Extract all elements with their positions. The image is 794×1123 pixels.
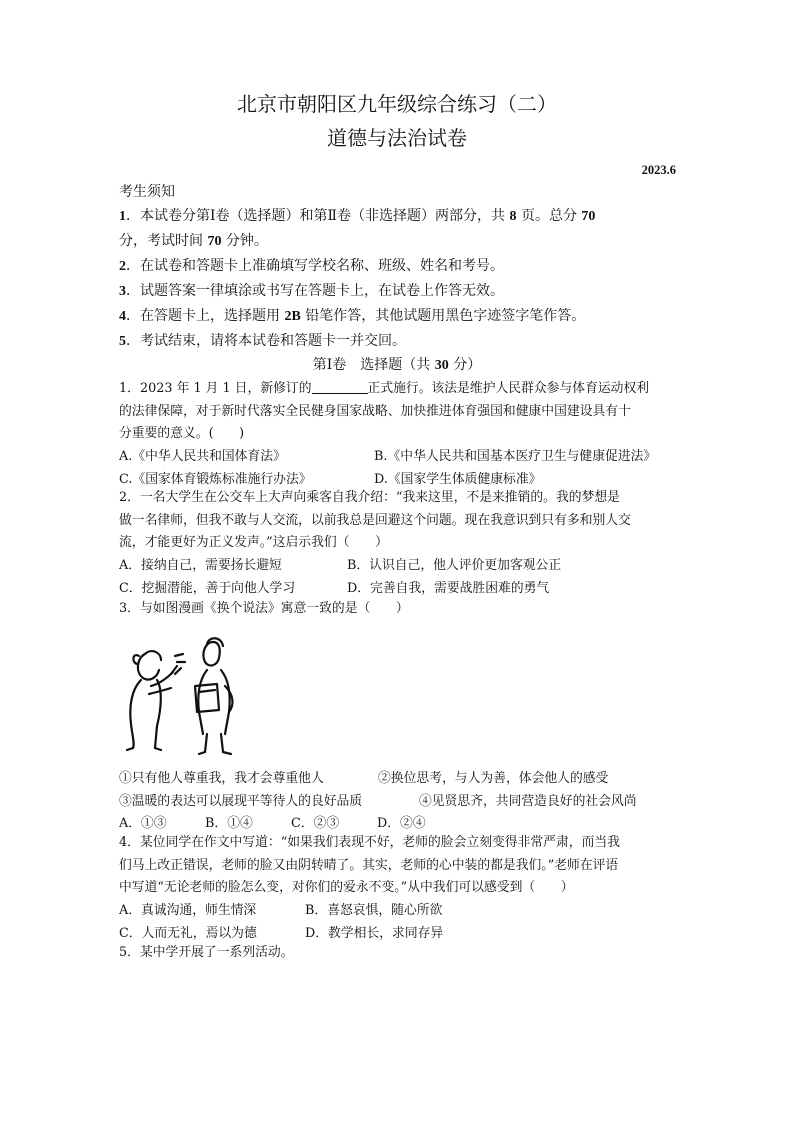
q3-option-a[interactable]: A．①③ — [119, 816, 167, 832]
q4-option-c[interactable]: C．人而无礼，焉以为德 — [119, 925, 257, 941]
notice-item-3: 3．试题答案一律填涂或书写在答题卡上，在试卷上作答无效。 — [119, 283, 504, 299]
notice-item-5: 5．考试结束，请将本试卷和答题卡一并交回。 — [119, 333, 406, 349]
q4-line-2: 们马上改正错误，老师的脸又由阴转晴了。其实，老师的心中装的都是我们。”老师在评语 — [119, 857, 619, 873]
q4-option-a[interactable]: A．真诚沟通，师生情深 — [119, 903, 257, 919]
exam-subtitle: 道德与法治试卷 — [327, 126, 467, 150]
q4-option-d[interactable]: D．教学相长，求同存异 — [305, 925, 444, 941]
question-2 — [119, 487, 685, 600]
exam-date: 2023.6 — [641, 163, 676, 177]
q4-options-row-1 — [119, 900, 685, 923]
q3-statement-3: ③温暖的表达可以展现平等待人的良好品质 — [119, 793, 363, 809]
q1-option-c[interactable]: C.《国家体育锻炼标准施行办法》 — [119, 471, 312, 487]
exam-notice — [119, 180, 679, 354]
q3-line-1: 3．与如图漫画《换个说法》寓意一致的是（ ） — [119, 601, 409, 616]
q1-option-a[interactable]: A.《中华人民共和国体育法》 — [119, 449, 286, 465]
q3-statements-row-1 — [119, 768, 685, 791]
notice-item-2: 2．在试卷和答题卡上准确填写学校名称、班级、姓名和考号。 — [119, 258, 504, 274]
notice-item-4: 4．在答题卡上，选择题用 2B 铅笔作答，其他试题用黑色字迹签字笔作答。 — [119, 308, 586, 324]
q4-line-1: 4．某位同学在作文中写道：“如果我们表现不好，老师的脸会立刻变得非常严肃，而当我 — [119, 835, 620, 850]
question-3-statements — [119, 768, 685, 836]
notice-item-1-cont: 分，考试时间 70 分钟。 — [119, 233, 268, 249]
q1-line-2: 的法律保障，对于新时代落实全民健身国家战略、加快推进体育强国和健康中国建设具有十 — [119, 403, 631, 419]
q3-option-b[interactable]: B．①④ — [205, 816, 253, 832]
question-5 — [119, 942, 685, 965]
q2-option-d[interactable]: D．完善自我，需要战胜困难的勇气 — [347, 580, 550, 596]
q2-line-2: 做一名律师，但我不敢与人交流，以前我总是回避这个问题。现在我意识到只有多和别人交 — [119, 512, 631, 528]
notice-item-1: 1．本试卷分第Ⅰ卷（选择题）和第Ⅱ卷（非选择题）两部分，共 8 页。总分 70 — [119, 208, 596, 224]
question-3 — [119, 598, 685, 621]
exam-title: 北京市朝阳区九年级综合练习（二） — [237, 92, 557, 116]
answer-blank — [312, 379, 368, 394]
q2-option-a[interactable]: A．接纳自己，需要扬长避短 — [119, 558, 282, 574]
q3-statement-1: ①只有他人尊重我，我才会尊重他人 — [119, 771, 324, 786]
q2-option-b[interactable]: B．认识自己，他人评价更加客观公正 — [347, 558, 562, 574]
section-heading: 第Ⅰ卷 选择题（共 30 分） — [312, 357, 482, 373]
q4-line-3: 中写道“无论老师的脸怎么变，对你们的爱永不变。”从中我们可以感受到（ ） — [119, 880, 574, 896]
q1-options-row-1 — [119, 446, 685, 469]
q3-statement-2: ②换位思考，与人为善，体会他人的感受 — [378, 771, 609, 786]
q3-option-d[interactable]: D．②④ — [377, 816, 426, 832]
q3-statements-row-2 — [119, 791, 685, 814]
q2-options-row-1 — [119, 555, 685, 578]
q2-line-1: 2．一名大学生在公交车上大声向乘客自我介绍：“我来这里，不是来推销的。我的梦想是 — [119, 490, 620, 505]
q2-option-c[interactable]: C．挖掘潜能，善于向他人学习 — [119, 580, 296, 596]
q3-statement-4: ④见贤思齐，共同营造良好的社会风尚 — [419, 793, 637, 809]
q3-option-c[interactable]: C．②③ — [291, 816, 340, 832]
q1-line-3: 分重要的意义。( ) — [119, 426, 245, 442]
cartoon-illustration — [121, 628, 251, 758]
q4-option-b[interactable]: B．喜怒哀惧，随心所欲 — [305, 903, 443, 919]
q1-line-1: 1．2023 年 1 月 1 日，新修订的 正式施行。该法是维护人民群众参与体育运动权利 — [119, 381, 650, 396]
q1-option-d[interactable]: D.《国家学生体质健康标准》 — [374, 471, 542, 487]
q5-line-1: 5．某中学开展了一系列活动。 — [119, 945, 294, 960]
question-4 — [119, 832, 685, 945]
notice-heading: 考生须知 — [119, 184, 175, 200]
q2-line-3: 流，才能更好为正义发声。”这启示我们（ ） — [119, 535, 388, 551]
question-1 — [119, 378, 685, 491]
q1-option-b[interactable]: B.《中华人民共和国基本医疗卫生与健康促进法》 — [374, 449, 657, 465]
